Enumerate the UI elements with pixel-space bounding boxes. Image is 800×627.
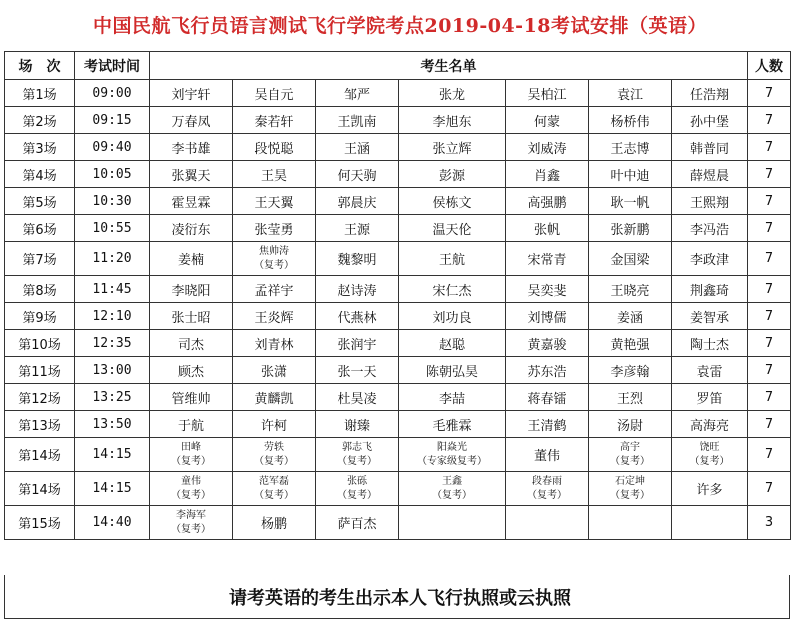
candidate-cell: 李冯浩 bbox=[672, 215, 748, 242]
candidate-cell: 吴柏江 bbox=[506, 80, 589, 107]
candidate-cell: 孟祥宇 bbox=[233, 276, 316, 303]
candidate-name: 阳焱光 bbox=[437, 442, 467, 453]
time-cell: 14:15 bbox=[75, 472, 150, 506]
candidate-cell: 罗笛 bbox=[672, 384, 748, 411]
candidate-cell bbox=[399, 506, 506, 540]
candidate-cell: 姜涵 bbox=[589, 303, 672, 330]
candidate-cell: 邹严 bbox=[316, 80, 399, 107]
candidate-cell bbox=[233, 242, 316, 276]
table-row bbox=[5, 472, 791, 506]
retake-note: （复考） bbox=[610, 490, 650, 501]
table-row bbox=[5, 384, 791, 411]
table-row bbox=[5, 188, 791, 215]
time-cell: 12:10 bbox=[75, 303, 150, 330]
time-cell: 09:40 bbox=[75, 134, 150, 161]
candidate-cell: 韩普同 bbox=[672, 134, 748, 161]
candidate-name: 焦帅涛 bbox=[259, 246, 289, 257]
candidate-cell: 何天驹 bbox=[316, 161, 399, 188]
candidate-cell: 高强鹏 bbox=[506, 188, 589, 215]
candidate-cell: 张潇 bbox=[233, 357, 316, 384]
header-count: 人数 bbox=[748, 52, 791, 80]
candidate-cell: 黄艳强 bbox=[589, 330, 672, 357]
candidate-cell bbox=[589, 506, 672, 540]
candidate-cell: 杨鹏 bbox=[233, 506, 316, 540]
time-cell: 14:40 bbox=[75, 506, 150, 540]
candidate-cell: 黄麟凯 bbox=[233, 384, 316, 411]
count-cell: 7 bbox=[748, 215, 791, 242]
table-row bbox=[5, 357, 791, 384]
candidate-cell: 王炎辉 bbox=[233, 303, 316, 330]
candidate-cell: 赵聪 bbox=[399, 330, 506, 357]
count-cell: 7 bbox=[748, 384, 791, 411]
session-cell: 第1场 bbox=[5, 80, 75, 107]
candidate-cell: 宋常青 bbox=[506, 242, 589, 276]
candidate-cell: 陈朝弘昊 bbox=[399, 357, 506, 384]
candidate-cell bbox=[506, 472, 589, 506]
table-row bbox=[5, 276, 791, 303]
session-cell: 第3场 bbox=[5, 134, 75, 161]
candidate-cell: 王晓亮 bbox=[589, 276, 672, 303]
candidate-cell: 荆鑫琦 bbox=[672, 276, 748, 303]
candidate-cell: 张龙 bbox=[399, 80, 506, 107]
candidate-cell: 李晓阳 bbox=[150, 276, 233, 303]
time-cell: 10:55 bbox=[75, 215, 150, 242]
candidate-cell: 王涵 bbox=[316, 134, 399, 161]
candidate-cell: 耿一帆 bbox=[589, 188, 672, 215]
time-cell: 14:15 bbox=[75, 438, 150, 472]
candidate-cell: 段悦聪 bbox=[233, 134, 316, 161]
count-cell: 7 bbox=[748, 330, 791, 357]
retake-note: （复考） bbox=[432, 490, 472, 501]
candidate-cell: 许多 bbox=[672, 472, 748, 506]
candidate-name: 张砾 bbox=[347, 476, 367, 487]
candidate-cell: 顾杰 bbox=[150, 357, 233, 384]
candidate-cell: 萨百杰 bbox=[316, 506, 399, 540]
time-cell: 11:45 bbox=[75, 276, 150, 303]
candidate-cell: 叶中迪 bbox=[589, 161, 672, 188]
session-cell: 第10场 bbox=[5, 330, 75, 357]
candidate-cell bbox=[150, 472, 233, 506]
candidate-cell: 代燕林 bbox=[316, 303, 399, 330]
candidate-cell: 刘功良 bbox=[399, 303, 506, 330]
candidate-name: 饶旺 bbox=[699, 442, 720, 453]
candidate-cell bbox=[672, 438, 748, 472]
candidate-cell bbox=[233, 438, 316, 472]
retake-note: （复考） bbox=[254, 260, 294, 271]
candidate-cell: 任浩翔 bbox=[672, 80, 748, 107]
retake-note: （复考） bbox=[171, 490, 211, 501]
candidate-cell: 李政津 bbox=[672, 242, 748, 276]
time-cell: 12:35 bbox=[75, 330, 150, 357]
time-cell: 10:30 bbox=[75, 188, 150, 215]
candidate-cell: 王凯南 bbox=[316, 107, 399, 134]
table-row bbox=[5, 411, 791, 438]
candidate-cell: 苏东浩 bbox=[506, 357, 589, 384]
time-cell: 09:00 bbox=[75, 80, 150, 107]
count-cell: 7 bbox=[748, 242, 791, 276]
retake-note: （复考） bbox=[689, 456, 730, 467]
candidate-name: 范军磊 bbox=[259, 476, 289, 487]
table-row bbox=[5, 438, 791, 472]
candidate-cell: 袁江 bbox=[589, 80, 672, 107]
candidate-cell: 郭晨庆 bbox=[316, 188, 399, 215]
candidate-name: 李海军 bbox=[176, 510, 206, 521]
candidate-cell: 李彦翰 bbox=[589, 357, 672, 384]
page-title: 中国民航飞行员语言测试飞行学院考点2019-04-18考试安排（英语） bbox=[92, 15, 708, 37]
candidate-cell: 彭源 bbox=[399, 161, 506, 188]
retake-note: （复考） bbox=[527, 490, 567, 501]
candidate-cell: 王烈 bbox=[589, 384, 672, 411]
retake-note: （复考） bbox=[254, 456, 294, 467]
session-cell: 第6场 bbox=[5, 215, 75, 242]
candidate-cell: 王志博 bbox=[589, 134, 672, 161]
count-cell: 7 bbox=[748, 411, 791, 438]
count-cell: 7 bbox=[748, 134, 791, 161]
candidate-cell: 秦若轩 bbox=[233, 107, 316, 134]
candidate-cell: 董伟 bbox=[506, 438, 589, 472]
candidate-cell bbox=[399, 472, 506, 506]
candidate-cell: 黄嘉骏 bbox=[506, 330, 589, 357]
table-row bbox=[5, 80, 791, 107]
candidate-cell: 张帆 bbox=[506, 215, 589, 242]
candidate-cell bbox=[506, 506, 589, 540]
time-cell: 09:15 bbox=[75, 107, 150, 134]
candidate-cell: 张新鹏 bbox=[589, 215, 672, 242]
candidate-cell: 金国梁 bbox=[589, 242, 672, 276]
count-cell: 7 bbox=[748, 276, 791, 303]
table-row bbox=[5, 303, 791, 330]
count-cell: 7 bbox=[748, 438, 791, 472]
table-row bbox=[5, 215, 791, 242]
retake-note: （复考） bbox=[337, 490, 377, 501]
candidate-cell: 杨桥伟 bbox=[589, 107, 672, 134]
candidate-cell: 王清鹤 bbox=[506, 411, 589, 438]
time-cell: 13:25 bbox=[75, 384, 150, 411]
count-cell: 7 bbox=[748, 357, 791, 384]
table-row bbox=[5, 242, 791, 276]
candidate-cell: 肖鑫 bbox=[506, 161, 589, 188]
session-cell: 第14场 bbox=[5, 472, 75, 506]
candidate-name: 段春雨 bbox=[532, 476, 562, 487]
header-row bbox=[5, 52, 791, 80]
candidate-cell: 万春凤 bbox=[150, 107, 233, 134]
retake-note: （复考） bbox=[254, 490, 294, 501]
candidate-cell: 毛雅霖 bbox=[399, 411, 506, 438]
table-row bbox=[5, 161, 791, 188]
candidate-cell: 蒋春镭 bbox=[506, 384, 589, 411]
candidate-name: 高宇 bbox=[620, 442, 640, 453]
candidate-cell: 高海亮 bbox=[672, 411, 748, 438]
candidate-cell: 杜昊凌 bbox=[316, 384, 399, 411]
time-cell: 13:50 bbox=[75, 411, 150, 438]
candidate-cell: 王天翼 bbox=[233, 188, 316, 215]
candidate-cell: 宋仁杰 bbox=[399, 276, 506, 303]
candidate-cell: 李书雄 bbox=[150, 134, 233, 161]
candidate-cell: 吴奕斐 bbox=[506, 276, 589, 303]
count-cell: 7 bbox=[748, 303, 791, 330]
candidate-cell: 王熙翔 bbox=[672, 188, 748, 215]
candidate-cell: 刘威涛 bbox=[506, 134, 589, 161]
count-cell: 7 bbox=[748, 107, 791, 134]
candidate-cell bbox=[316, 438, 399, 472]
session-cell: 第13场 bbox=[5, 411, 75, 438]
candidate-cell: 张一天 bbox=[316, 357, 399, 384]
candidate-cell: 于航 bbox=[150, 411, 233, 438]
candidate-cell: 赵诗涛 bbox=[316, 276, 399, 303]
session-cell: 第14场 bbox=[5, 438, 75, 472]
candidate-cell: 侯栋文 bbox=[399, 188, 506, 215]
candidate-cell: 张立辉 bbox=[399, 134, 506, 161]
candidate-cell: 李旭东 bbox=[399, 107, 506, 134]
session-cell: 第8场 bbox=[5, 276, 75, 303]
retake-note: （专家级复考） bbox=[417, 456, 487, 467]
candidate-cell: 刘宇轩 bbox=[150, 80, 233, 107]
candidate-cell: 陶士杰 bbox=[672, 330, 748, 357]
candidate-cell bbox=[672, 506, 748, 540]
candidate-cell: 张翼天 bbox=[150, 161, 233, 188]
time-cell: 11:20 bbox=[75, 242, 150, 276]
count-cell: 3 bbox=[748, 506, 791, 540]
candidate-cell: 孙中堡 bbox=[672, 107, 748, 134]
candidate-cell bbox=[150, 506, 233, 540]
candidate-cell bbox=[233, 472, 316, 506]
candidate-cell: 何蒙 bbox=[506, 107, 589, 134]
candidate-cell: 张士昭 bbox=[150, 303, 233, 330]
count-cell: 7 bbox=[748, 161, 791, 188]
session-cell: 第9场 bbox=[5, 303, 75, 330]
table-row bbox=[5, 134, 791, 161]
candidate-cell: 谢臻 bbox=[316, 411, 399, 438]
candidate-cell: 温天伦 bbox=[399, 215, 506, 242]
candidate-cell bbox=[316, 472, 399, 506]
candidate-name: 王鑫 bbox=[442, 476, 462, 487]
time-cell: 10:05 bbox=[75, 161, 150, 188]
header-time: 考试时间 bbox=[75, 52, 150, 80]
candidate-cell: 刘博儒 bbox=[506, 303, 589, 330]
candidate-name: 郭志飞 bbox=[342, 442, 372, 453]
candidate-cell: 张润宇 bbox=[316, 330, 399, 357]
schedule-table bbox=[4, 51, 791, 540]
candidate-cell: 李喆 bbox=[399, 384, 506, 411]
candidate-cell: 姜智承 bbox=[672, 303, 748, 330]
candidate-cell bbox=[589, 472, 672, 506]
header-session: 场 次 bbox=[5, 52, 75, 80]
table-row bbox=[5, 107, 791, 134]
header-names: 考生名单 bbox=[150, 52, 748, 80]
session-cell: 第2场 bbox=[5, 107, 75, 134]
count-cell: 7 bbox=[748, 188, 791, 215]
candidate-cell: 凌衍东 bbox=[150, 215, 233, 242]
schedule-body bbox=[5, 80, 791, 540]
candidate-cell: 吴自元 bbox=[233, 80, 316, 107]
candidate-cell: 司杰 bbox=[150, 330, 233, 357]
retake-note: （复考） bbox=[171, 456, 211, 467]
session-cell: 第12场 bbox=[5, 384, 75, 411]
retake-note: （复考） bbox=[171, 524, 211, 535]
candidate-cell: 袁雷 bbox=[672, 357, 748, 384]
session-cell: 第15场 bbox=[5, 506, 75, 540]
candidate-cell: 王源 bbox=[316, 215, 399, 242]
candidate-cell: 管维帅 bbox=[150, 384, 233, 411]
candidate-name: 劳轶 bbox=[264, 442, 284, 453]
candidate-name: 田峰 bbox=[181, 442, 201, 453]
candidate-cell: 薛煜晨 bbox=[672, 161, 748, 188]
table-row bbox=[5, 506, 791, 540]
retake-note: （复考） bbox=[610, 456, 650, 467]
candidate-cell: 霍昱霖 bbox=[150, 188, 233, 215]
candidate-cell: 刘青林 bbox=[233, 330, 316, 357]
candidate-cell: 许柯 bbox=[233, 411, 316, 438]
retake-note: （复考） bbox=[337, 456, 377, 467]
session-cell: 第4场 bbox=[5, 161, 75, 188]
candidate-cell: 张莹勇 bbox=[233, 215, 316, 242]
table-row bbox=[5, 330, 791, 357]
candidate-name: 石定坤 bbox=[615, 476, 645, 487]
candidate-cell: 王航 bbox=[399, 242, 506, 276]
count-cell: 7 bbox=[748, 80, 791, 107]
session-cell: 第7场 bbox=[5, 242, 75, 276]
candidate-cell: 汤尉 bbox=[589, 411, 672, 438]
session-cell: 第11场 bbox=[5, 357, 75, 384]
count-cell: 7 bbox=[748, 472, 791, 506]
candidate-cell bbox=[150, 438, 233, 472]
footer-note: 请考英语的考生出示本人飞行执照或云执照 bbox=[229, 588, 571, 609]
candidate-cell bbox=[399, 438, 506, 472]
session-cell: 第5场 bbox=[5, 188, 75, 215]
candidate-cell: 王昊 bbox=[233, 161, 316, 188]
candidate-cell bbox=[589, 438, 672, 472]
time-cell: 13:00 bbox=[75, 357, 150, 384]
candidate-name: 童伟 bbox=[181, 476, 201, 487]
candidate-cell: 姜楠 bbox=[150, 242, 233, 276]
candidate-cell: 魏黎明 bbox=[316, 242, 399, 276]
